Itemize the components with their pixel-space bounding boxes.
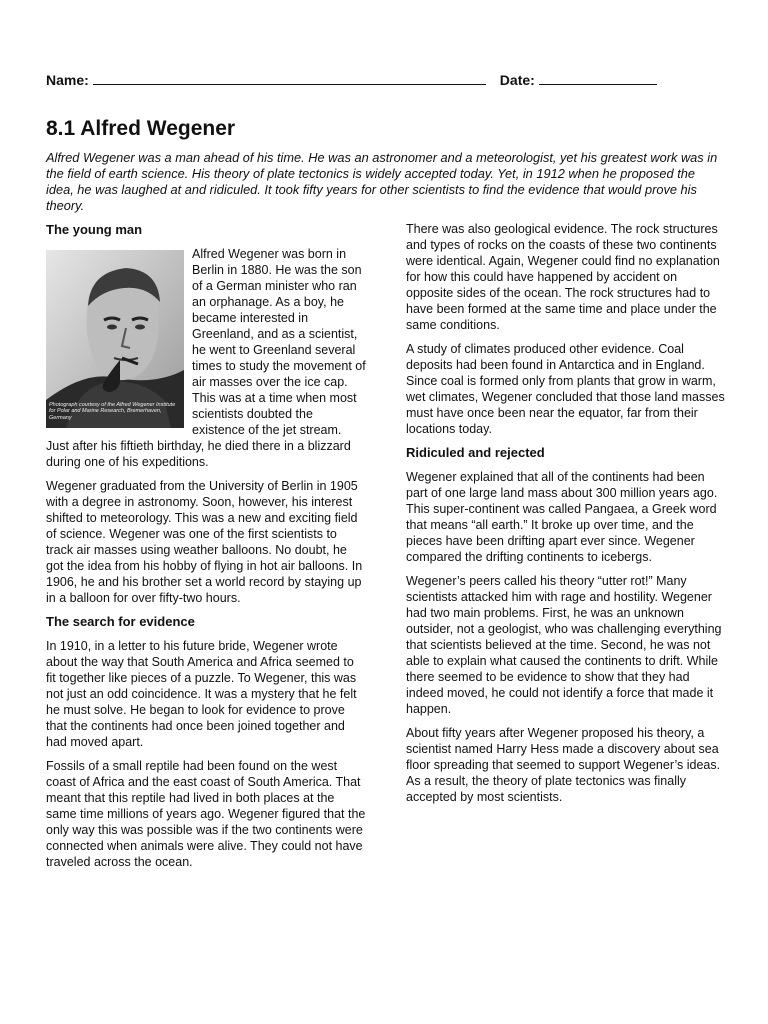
paragraph-search-2: Fossils of a small reptile had been found on the west coast of Africa and the east coast of South America. That meant that this reptile had lived in both places at the same time millions of years ago. Wegener figured that the only way this was possible was if the two continents were connected when animals were alive. They could not have traveled across the ocean. xyxy=(46,759,366,869)
paragraph-search-4: A study of climates produced other evidence. Coal deposits had been found in Antarctica and in England. Since coal is formed only from plants that grow in warm, wet climates, Wegener concluded that those land masses must have once been near the equator, far from their locations today. xyxy=(406,342,725,436)
heading-ridiculed-and-rejected: Ridiculed and rejected xyxy=(406,445,545,460)
name-blank[interactable] xyxy=(93,72,486,85)
name-date-header xyxy=(46,72,726,88)
paragraph-young-man-1: Alfred Wegener was born in Berlin in 1880. He was the son of a German minister who ran an orphanage. As a boy, he became interested in Greenland, and as a scientist, he went to Greenland several times to study the movement of air masses over the ice cap. This was at a time when most scientists doubted the existence of the jet stream. Just after his fiftieth birthday, he died there in a blizzard during one of his expeditions. xyxy=(46,247,366,469)
paragraph-search-3: There was also geological evidence. The rock structures and types of rocks on the coasts of these two continents were identical. Again, Wegener could find no explanation for how this could have happened by accident on opposite sides of the ocean. The rock structures had to have been formed at the same time and place under the same conditions. xyxy=(406,222,720,332)
photo-caption: Photograph courtesy of the Alfred Wegener Institute for Polar and Marine Research, Bremerhaven, Germany xyxy=(49,401,176,421)
left-column xyxy=(46,222,366,878)
intro-paragraph: Alfred Wegener was a man ahead of his time. He was an astronomer and a meteorologist, yet his greatest work was in the field of earth science. His theory of plate tectonics is widely accepted today. Yet, in 1912 when he proposed the idea, he was laughed at and ridiculed. It took fifty years for other scientists to find the evidence that would prove his theory. xyxy=(46,150,718,213)
right-column xyxy=(406,221,726,813)
paragraph-ridiculed-1: Wegener explained that all of the continents had been part of one large land mass about 300 million years ago. This super-continent was called Pangaea, a Greek word that means “all earth.” It broke up over time, and the pieces have been drifting apart ever since. Wegener compared the drifting continents to icebergs. xyxy=(406,470,718,564)
wegener-portrait-photo xyxy=(46,250,184,428)
heading-young-man: The young man xyxy=(46,222,143,237)
paragraph-young-man-2: Wegener graduated from the University of Berlin in 1905 with a degree in astronomy. Soon, however, his interest shifted to meteorology. This was a new and exciting field of science. Wegener was one of the first scientists to track air masses using weather balloons. No doubt, he got the idea from his hobby of flying in hot air balloons. In 1906, he and his brother set a world record by staying up in a balloon for over fifty-two hours. xyxy=(46,479,363,605)
date-blank[interactable] xyxy=(539,72,657,85)
paragraph-ridiculed-3: About fifty years after Wegener proposed his theory, a scientist named Harry Hess made a discovery about sea floor spreading that seemed to support Wegener’s ideas. As a result, the theory of plate tectonics was finally accepted by most scientists. xyxy=(406,726,721,804)
paragraph-search-1: In 1910, in a letter to his future bride, Wegener wrote about the way that South America and Africa seemed to fit together like pieces of a puzzle. To Wegener, this was not just an odd coincidence. It was a mystery that he felt he must solve. He began to look for evidence to prove that the continents had once been joined together and had moved apart. xyxy=(46,639,357,749)
date-label: Date: xyxy=(499,72,535,88)
heading-search-for-evidence: The search for evidence xyxy=(46,614,195,629)
paragraph-ridiculed-2: Wegener’s peers called his theory “utter rot!” Many scientists attacked him with rage and hostility. Wegener had two main problems. First, he was an unknown outsider, not a geologist, who was challenging everything that scientists believed at the time. Second, he was not able to explain what caused the continents to drift. While there seemed to be evidence to show that they had indeed moved, he could not identify a force that made it happen. xyxy=(406,574,722,716)
page-title: 8.1 Alfred Wegener xyxy=(46,117,236,140)
name-label: Name: xyxy=(46,72,89,88)
